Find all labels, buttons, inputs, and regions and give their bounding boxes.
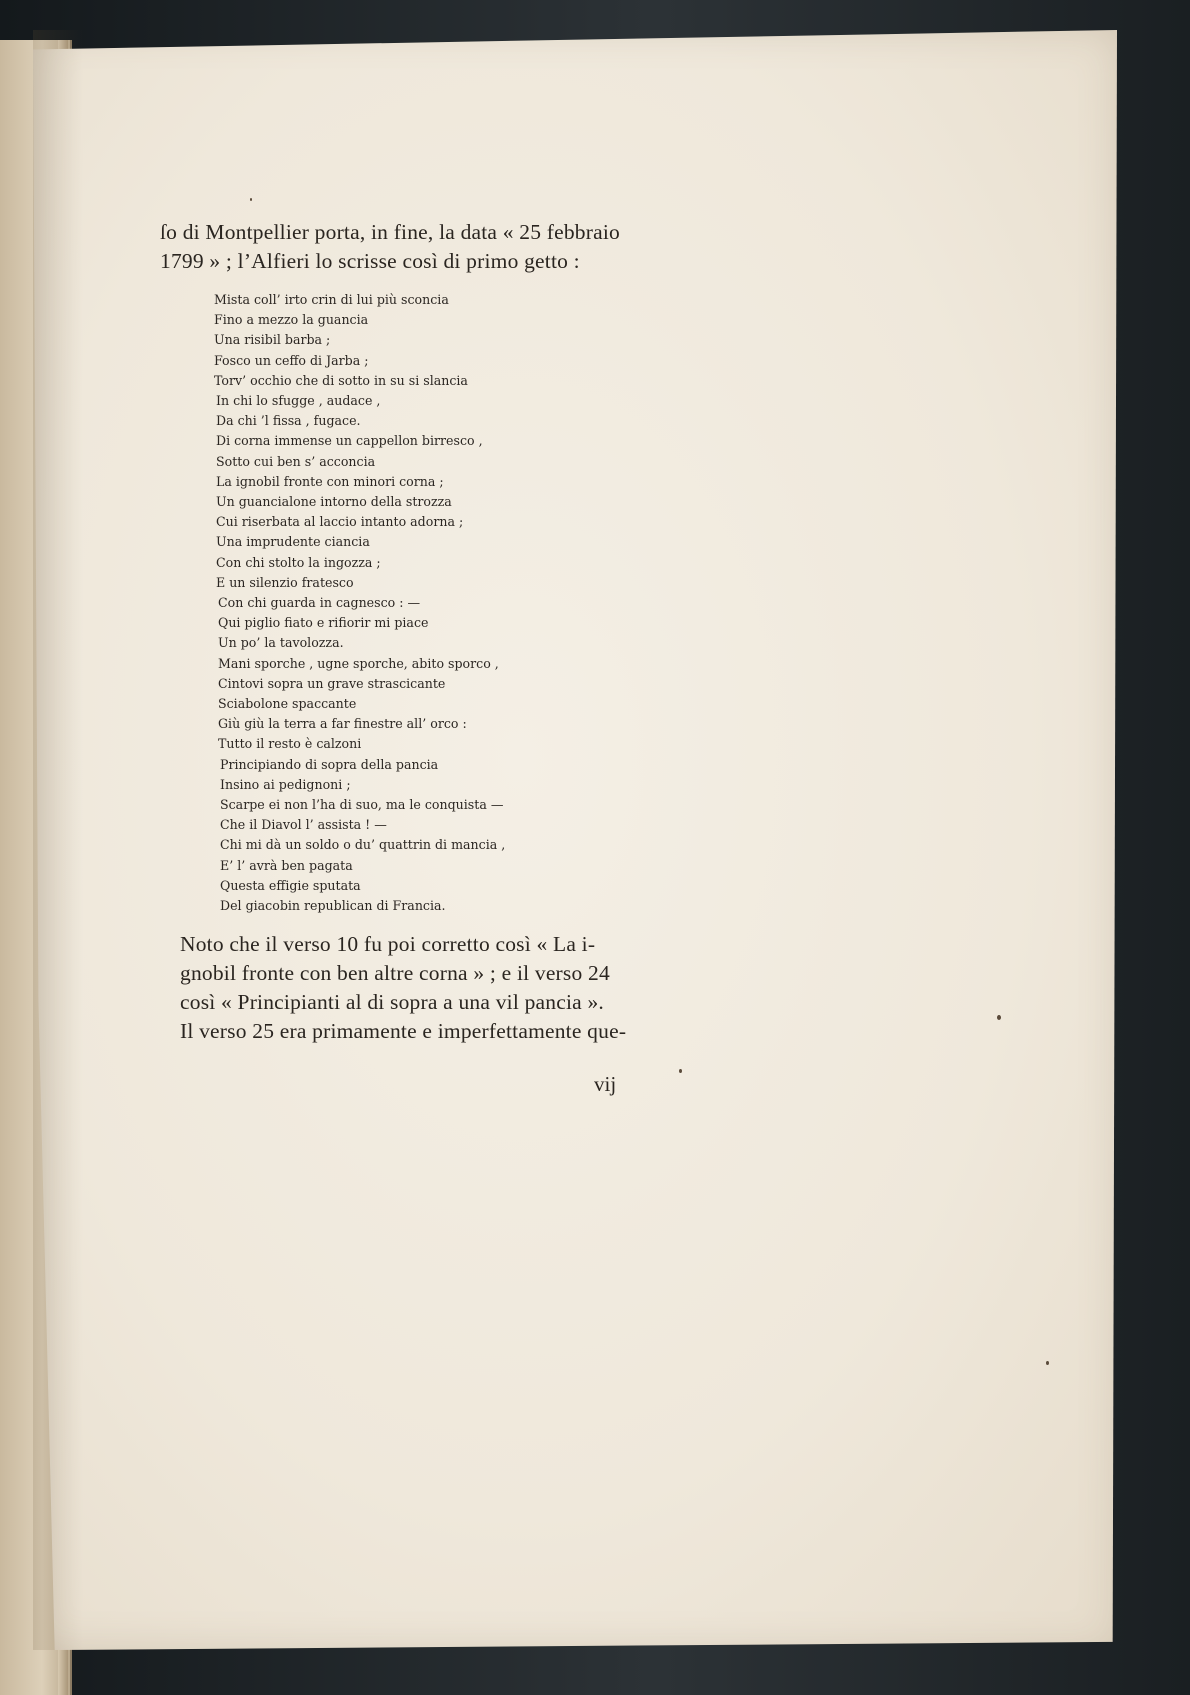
verse-line: Qui piglio fiato e rifiorir mi piace [218,615,429,631]
verse-line: Un po’ la tavolozza. [218,635,344,651]
verse-line: Tutto il resto è calzoni [218,736,362,752]
verse-line: E un silenzio fratesco [216,574,354,590]
verse-line: Che il Diavol l’ assista ! — [220,817,387,833]
text-line: Il verso 25 era primamente e imperfettamente que- [180,1019,627,1044]
verse-line: Cintovi sopra un grave strascicante [218,675,446,691]
verse-line: Una imprudente ciancia [216,534,370,550]
verse-line: Sciabolone spaccante [218,696,357,712]
text-line: 1799 » ; l’Alfieri lo scrisse così di primo getto : [160,249,580,273]
verse-line: Di corna immense un cappellon birresco , [216,433,483,449]
verse-line: Del giacobin republican di Francia. [220,898,446,914]
poem-verses [214,290,600,916]
verse-line: Principiando di sopra della pancia [220,756,439,772]
paper-speck [679,1069,682,1073]
page-number: vij [594,1072,617,1096]
paper-speck [250,198,252,201]
verse-line: La ignobil fronte con minori corna ; [216,473,444,489]
verse-line: Insino ai pedignoni ; [220,776,351,792]
verse-line: Con chi stolto la ingozza ; [216,554,381,570]
verse-line: Mista coll’ irto crin di lui più sconcia [214,292,449,307]
verse-line: Un guancialone intorno della strozza [216,494,452,510]
verse-line: Fosco un ceffo di Jarba ; [214,352,369,368]
text-line: così « Principianti al di sopra a una vil pancia ». [180,990,604,1015]
verse-line: In chi lo sfugge , audace , [216,393,381,409]
verse-line: Questa effigie sputata [220,877,361,893]
verse-line: Da chi ’l fissa , fugace. [216,413,361,429]
paper-speck [997,1015,1001,1020]
text-line: ſo di Montpellier porta, in fine, la data « 25 febbraio [160,220,620,244]
verse-line: Mani sporche , ugne sporche, abito sporco , [218,655,499,671]
verse-line: Fino a mezzo la guancia [214,312,369,328]
verse-line: Chi mi dà un soldo o du’ quattrin di mancia , [220,837,506,853]
verse-line: Cui riserbata al laccio intanto adorna ; [216,514,464,530]
page-text [160,218,627,1046]
verse-line: Giù giù la terra a far finestre all’ orco : [218,716,467,732]
text-line: gnobil fronte con ben altre corna » ; e il verso 24 [180,961,610,986]
text-line: Noto che il verso 10 fu poi corretto così « La i- [180,932,596,957]
verse-line: Sotto cui ben s’ acconcia [216,453,376,469]
verse-line: Torv’ occhio che di sotto in su si slancia [214,372,468,388]
commentary-paragraph [180,930,627,1046]
verse-line: Scarpe ei non l’ha di suo, ma le conquista — [220,797,504,813]
verse-line: E’ l’ avrà ben pagata [220,857,353,873]
intro-paragraph [160,218,620,276]
verse-line: Una risibil barba ; [214,332,331,348]
paper-speck [1046,1361,1049,1365]
verse-line: Con chi guarda in cagnesco : — [218,595,421,611]
